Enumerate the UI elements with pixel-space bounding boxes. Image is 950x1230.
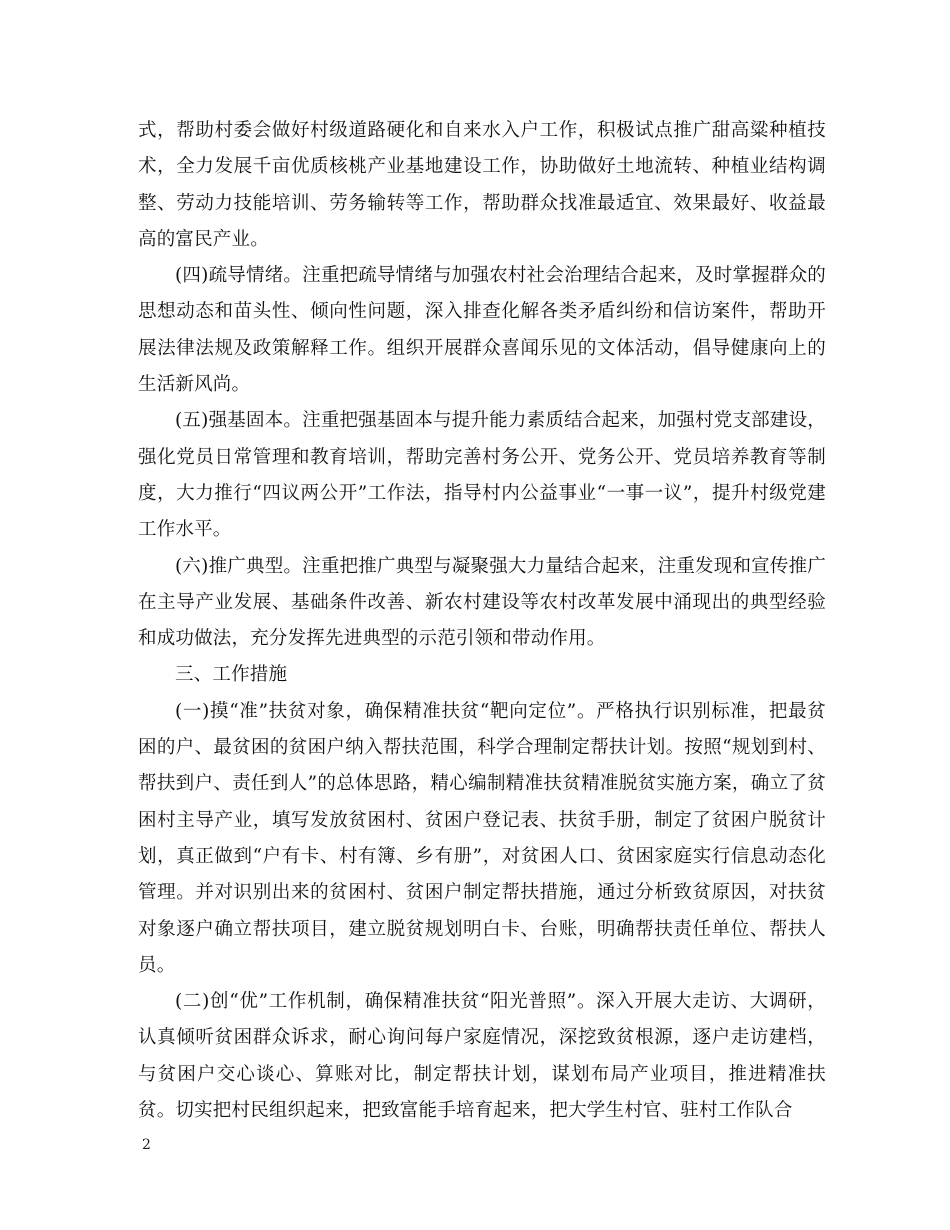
page-number: 2 xyxy=(142,1137,151,1153)
paragraph: (二)创“优”工作机制，确保精准扶贫“阳光普照”。深入开展大走访、大调研，认真倾听贫困群众诉求，耐心询问每户家庭情况，深挖致贫根源，逐户走访建档，与贫困户交心谈心、算账对比，制定帮扶计划，谋划布局产业项目，推进精准扶贫。切实把村民组织起来，把致富能手培育起来，把大学生村官、驻村工作队合 xyxy=(138,991,826,1122)
section-heading: 三、工作措施 xyxy=(175,664,288,686)
paragraph: (六)推广典型。注重把推广典型与凝聚强大力量结合起来，注重发现和宣传推广在主导产业发展、基础条件改善、新农村建设等农村改革发展中涌现出的典型经验和成功做法，充分发挥先进典型的示范引领和带动作用。 xyxy=(138,555,826,650)
paragraph: (四)疏导情绪。注重把疏导情绪与加强农村社会治理结合起来，及时掌握群众的思想动态和苗头性、倾向性问题，深入排查化解各类矛盾纠纷和信访案件，帮助开展法律法规及政策解释工作。组织开展群众喜闻乐见的文体活动，倡导健康向上的生活新风尚。 xyxy=(138,265,826,396)
paragraph: (五)强基固本。注重把强基固本与提升能力素质结合起来，加强村党支部建设，强化党员日常管理和教育培训，帮助完善村务公开、党务公开、党员培养教育等制度，大力推行“四议两公开”工作法，指导村内公益事业“一事一议”，提升村级党建工作水平。 xyxy=(138,410,826,541)
body-text xyxy=(138,113,826,1129)
paragraph: 式，帮助村委会做好村级道路硬化和自来水入户工作，积极试点推广甜高粱种植技术，全力发展千亩优质核桃产业基地建设工作，协助做好土地流转、种植业结构调整、劳动力技能培训、劳务输转等工作，帮助群众找准最适宜、效果最好、收益最高的富民产业。 xyxy=(138,120,826,250)
paragraph: (一)摸“准”扶贫对象，确保精准扶贫“靶向定位”。严格执行识别标准，把最贫困的户、最贫困的贫困户纳入帮扶范围，科学合理制定帮扶计划。按照“规划到村、帮扶到户、责任到人”的总体思路，精心编制精准扶贫精准脱贫实施方案，确立了贫困村主导产业，填写发放贫困村、贫困户登记表、扶贫手册，制定了贫困户脱贫计划，真正做到“户有卡、村有簿、乡有册”，对贫困人口、贫困家庭实行信息动态化管理。并对识别出来的贫困村、贫困户制定帮扶措施，通过分析致贫原因，对扶贫对象逐户确立帮扶项目，建立脱贫规划明白卡、台账，明确帮扶责任单位、帮扶人员。 xyxy=(138,700,826,976)
